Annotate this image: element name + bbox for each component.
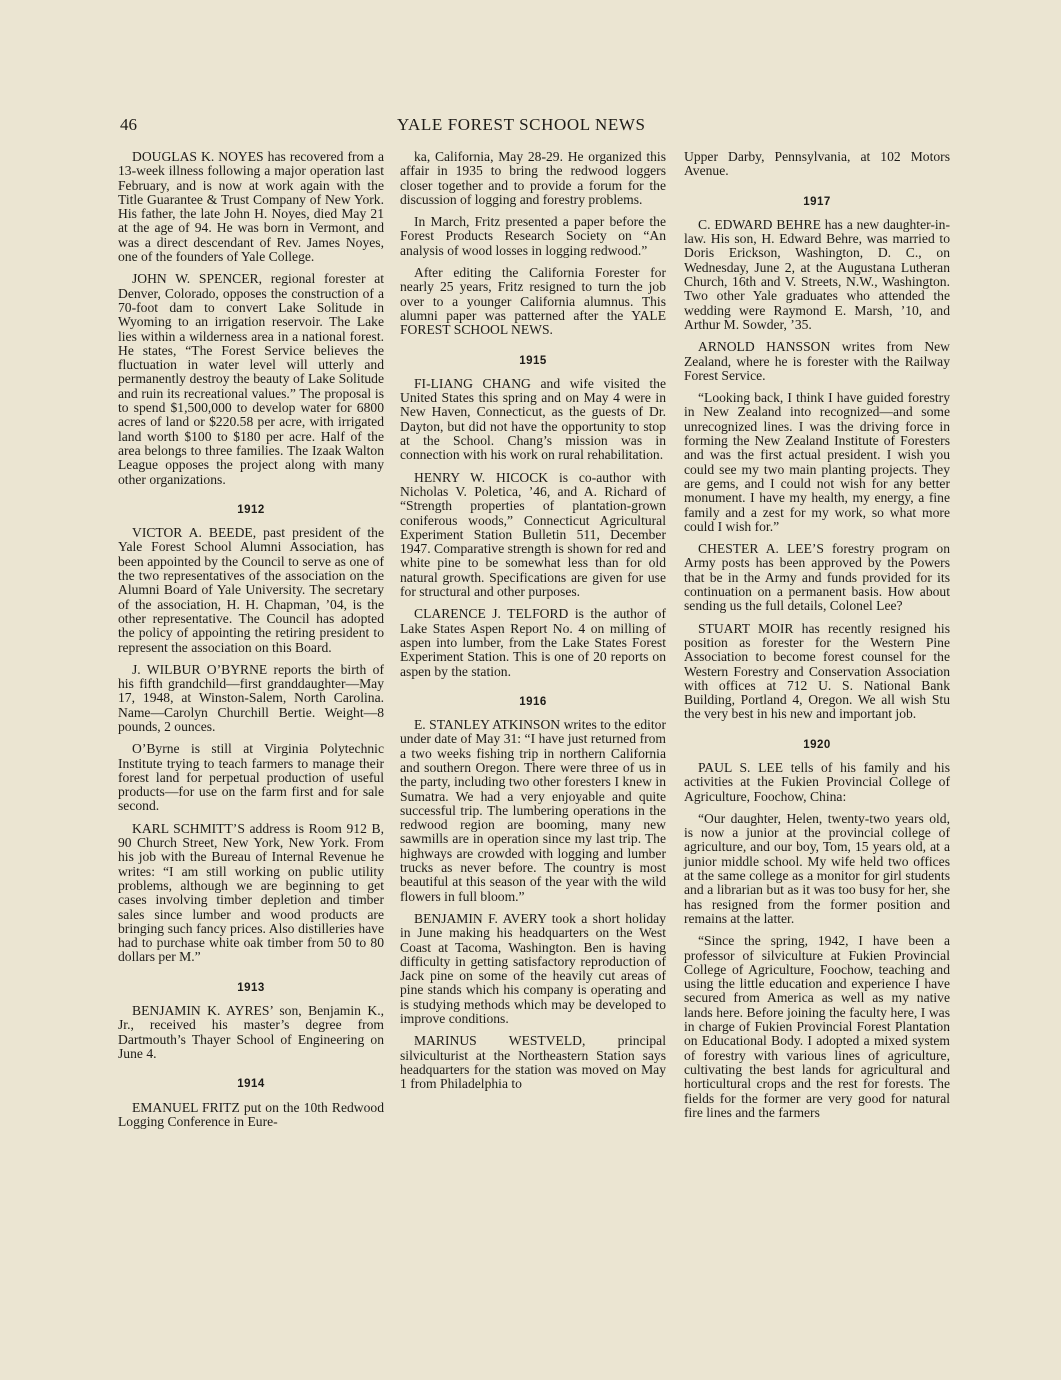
year-heading: 1916 (519, 695, 547, 708)
news-item: MARINUS WESTVELD, principal silviculturist at the Northeastern Station says headquarters for the station was moved on May 1 from Philadelphia to (400, 1033, 666, 1092)
text-column-middle (400, 150, 666, 1092)
paragraph: O’Byrne is still at Virginia Polytechnic Institute trying to teach farmers to manage their forest land for perpetual production of useful products—for use on the farm first and for sale second. (118, 741, 384, 814)
year-heading: 1915 (519, 354, 547, 367)
news-item: FI-LIANG CHANG and wife visited the United States this spring and on May 4 were in New Haven, Connecticut, as the guests of Dr. Dayton, but did not have the opportunity to stop at the School. Chang’s mission was in connection with his work on rural rehabilitation. (400, 375, 666, 463)
news-item: VICTOR A. BEEDE, past president of the Yale Forest School Alumni Association, has been appointed by the Council to serve as one of the two representatives of the association on the Alumni Board of Yale University. The secretary of the association, H. H. Chapman, ’04, is the other representative. The Council has adopted the policy of appointing the retiring president to represent the association on this Board. (118, 525, 384, 655)
paragraph: “Our daughter, Helen, twenty-two years old, is now a junior at the provincial college of agriculture, and our boy, Tom, 15 years old, at a junior middle school. My wife held two offices at the same college as a monitor for girl students and a librarian but as it was too busy for her, she has resigned from the former position and remains at the latter. (684, 810, 950, 926)
news-item: E. STANLEY ATKINSON writes to the editor under date of May 31: “I have just returned from a two weeks fishing trip in northern California and southern Oregon. There were three of us in the party, including two other foresters I knew in Sumatra. We had a very enjoyable and quite successful trip. The lumbering operations in the redwood region are booming, many new sawmills are in operation since my last trip. The highways are crowded with logging and lumber trucks as never before. The country is most beautiful at this season of the year with the wild flowers in full bloom.” (400, 717, 666, 904)
page-number: 46 (120, 115, 137, 134)
news-item: STUART MOIR has recently resigned his position as forester for the Western Pine Association to become forest counsel for the Western Forestry and Conservation Association with offices at 712 U. S. National Bank Building, Portland 4, Oregon. We all wish Stu the very best in his new and important job. (684, 620, 950, 722)
text-column-right (684, 150, 950, 1120)
paragraph: In March, Fritz presented a paper before the Forest Products Research Society on “An analysis of wood losses in logging redwood.” (400, 214, 666, 258)
paragraph: “Looking back, I think I have guided forestry in New Zealand into recognized—and some unrecognized lines. I was the driving force in forming the New Zealand Institute of Foresters and was the first actual president. I wish you could see my two main planting projects. They are gems, and I could not wish for any better monument. I have my health, my energy, a fine family and a zest for my work, so what more could I wish for.” (684, 390, 950, 534)
year-heading: 1912 (237, 503, 265, 516)
news-item: JOHN W. SPENCER, regional forester at Denver, Colorado, opposes the construction of a 70-foot dam to convert Lake Solitude in Wyoming to an irrigation reservoir. The Lake lies within a wilderness area in a national forest. He states, “The Forest Service believes the fluctuation in water level will utterly and permanently destroy the beauty of Lake Solitude and ruin its recreational values.” The proposal is to spend $1,500,000 to develop water for 6800 acres of land or $220.58 per acre, with irrigated land worth $100 to $180 per acre. Half of the area belongs to three families. The Izaak Walton League opposes the project along with many other organizations. (118, 271, 384, 487)
news-item: BENJAMIN F. AVERY took a short holiday in June making his headquarters on the West Coast at Tacoma, Washington. Ben is having difficulty in getting satisfactory reproduction of Jack pine on some of the heavily cut areas of pine stands which his company is operating and is studying methods which may be developed to improve conditions. (400, 910, 666, 1027)
news-item: HENRY W. HICOCK is co-author with Nicholas V. Poletica, ’46, and A. Richard of “Strength properties of plantation-grown coniferous woods,” Connecticut Agricultural Experiment Station Bulletin 511, December 1947. Comparative strength is shown for red and white pine to be somewhat less than for old natural growth. Specifications are given for use for structural and other purposes. (400, 469, 666, 600)
news-item: PAUL S. LEE tells of his family and his activities at the Fukien Provincial College of Agriculture, Foochow, China: (684, 759, 950, 804)
year-heading: 1913 (237, 981, 265, 994)
news-item: EMANUEL FRITZ put on the 10th Redwood Logging Conference in Eure- (118, 1099, 384, 1129)
year-heading: 1917 (803, 195, 831, 208)
news-item: DOUGLAS K. NOYES has recovered from a 13-week illness following a major operation last February, and is now at work again with the Title Guarantee & Trust Company of New York. His father, the late John H. Noyes, died May 21 at the age of 94. He was born in Vermont, and was a direct descendant of Rev. James Noyes, one of the founders of Yale College. (118, 149, 384, 265)
news-item: CLARENCE J. TELFORD is the author of Lake States Aspen Report No. 4 on milling of aspen into lumber, from the Lake States Forest Experiment Station. This is one of 20 reports on aspen by the station. (400, 606, 666, 679)
news-item: C. EDWARD BEHRE has a new daughter-in-law. His son, H. Edward Behre, was married to Doris Erickson, Washington, D. C., on Wednesday, June 2, at the Augustana Lutheran Church, 16th and V. Streets, N.W., Washington. Two other Yale graduates who attended the wedding were Raymond E. Marsh, ’10, and Arthur M. Sowder, ’35. (684, 216, 950, 332)
news-item: BENJAMIN K. AYRES’ son, Benjamin K., Jr., received his master’s degree from Dartmouth’s Thayer School of Engineering on June 4. (118, 1003, 384, 1061)
paragraph: Upper Darby, Pennsylvania, at 102 Motors Avenue. (684, 149, 950, 179)
year-heading: 1914 (237, 1078, 265, 1091)
paragraph: “Since the spring, 1942, I have been a professor of silviculture at Fukien Provincial College of Agriculture, Foochow, teaching and using the little education and experience I have secured from America as well as my native lands here. Before joining the faculty here, I was in charge of Fukien Provincial Forest Plantation on Educational Body. I adopted a mixed system of forestry with various lines of agriculture, cultivating the best lands for agricultural and horticultural crops and the rest for forests. The fields for the former are very good for natural fire lines and the farmers (684, 933, 950, 1120)
running-header (120, 115, 678, 137)
news-item: J. WILBUR O’BYRNE reports the birth of his fifth grandchild—first granddaughter—May 17, 1948, at Winston-Salem, North Carolina. Name—Carolyn Churchill Bertie. Weight—8 pounds, 2 ounces. (118, 661, 384, 734)
paragraph: After editing the California Forester for nearly 25 years, Fritz resigned to turn the job over to a younger California alumnus. This alumni paper was patterned after the YALE FOREST SCHOOL NEWS. (400, 265, 666, 338)
publication-title: YALE FOREST SCHOOL NEWS (397, 115, 646, 134)
year-heading: 1920 (803, 738, 831, 751)
news-item: CHESTER A. LEE’S forestry program on Army posts has been approved by the Powers that be in the Army and funds provided for its continuation on a permanent basis. How about sending us the full details, Colonel Lee? (684, 541, 950, 614)
paragraph: ka, California, May 28-29. He organized this affair in 1935 to bring the redwood loggers closer together and to provide a forum for the discussion of logging and forestry problems. (400, 149, 666, 207)
news-item: KARL SCHMITT’S address is Room 912 B, 90 Church Street, New York, New York. From his job with the Bureau of Internal Revenue he writes: “I am still working on public utility problems, although we are beginning to get cases involving timber depletion and timber sales since lumber and wood products are bringing such fancy prices. Also distilleries have had to purchase white oak timber from 50 to 80 dollars per M.” (118, 820, 384, 965)
text-column-left (118, 150, 384, 1129)
news-item: ARNOLD HANSSON writes from New Zealand, where he is forester with the Railway Forest Service. (684, 339, 950, 383)
